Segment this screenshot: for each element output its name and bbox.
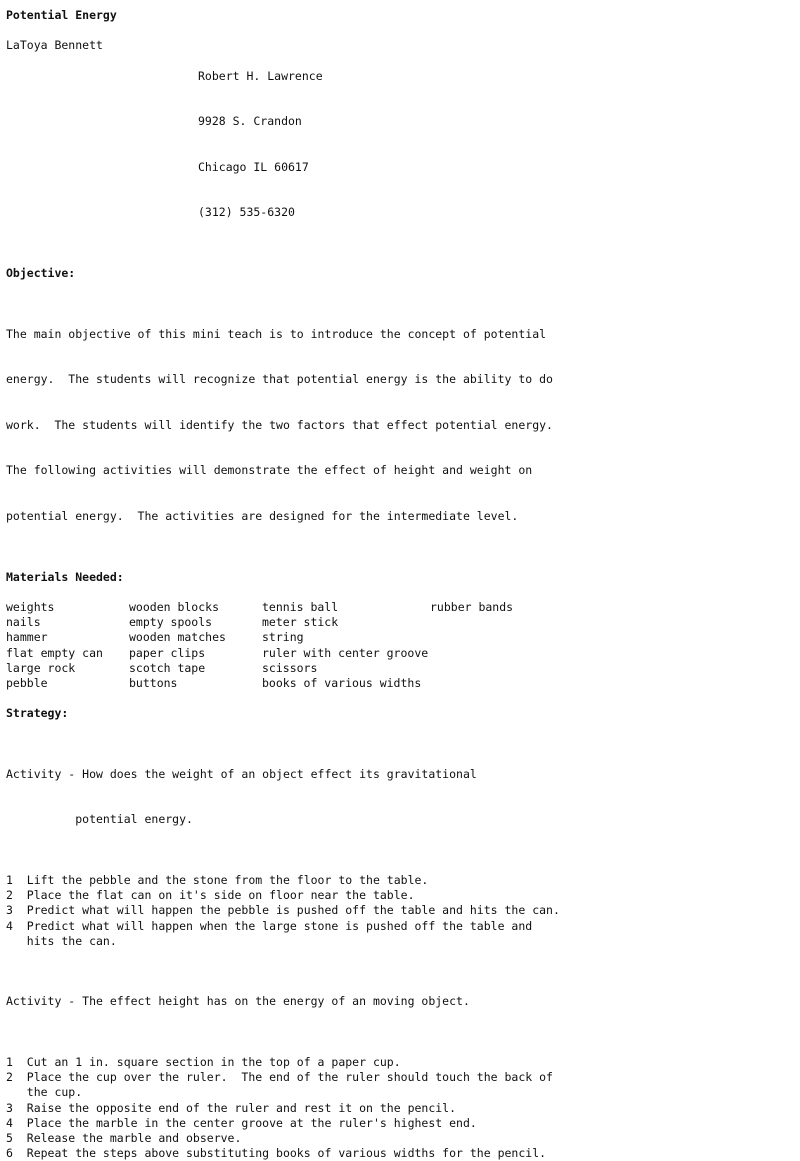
activity-step: 4 Predict what will happen when the large stone is pushed off the table and [6,918,533,933]
activity-step: 3 Predict what will happen the pebble is pushed off the table and hits the can. [6,903,560,918]
objective-line: energy. The students will recognize that potential energy is the ability to do [6,372,553,387]
materials-cell: books of various widths [262,675,422,690]
materials-cell: scotch tape [129,660,206,675]
materials-cell: paper clips [129,645,206,660]
activity-1-steps [6,873,794,949]
spacer [6,251,794,266]
activity-title-line: potential energy. [6,812,193,827]
activity-step: hits the can. [6,933,117,948]
materials-cell: flat empty can [6,645,103,660]
spacer [6,23,794,38]
address-line: 9928 S. Crandon [198,114,302,129]
materials-cell: ruler with center groove [262,645,429,660]
activity-2-steps [6,1055,794,1161]
materials-cell: hammer [6,630,48,645]
address-lines [198,38,323,251]
materials-grid [6,600,794,691]
materials-cell [430,630,794,645]
materials-cell: pebble [6,675,48,690]
materials-cell: nails [6,615,41,630]
materials-cell: buttons [129,675,178,690]
materials-heading: Materials Needed: [6,569,124,584]
spacer [6,858,794,873]
materials-cell: wooden matches [129,630,226,645]
objective-paragraph [6,296,794,554]
materials-cell: meter stick [262,615,339,630]
document-body [6,8,794,1161]
activity-1-title [6,736,794,858]
materials-cell [430,646,794,661]
spacer [6,721,794,736]
materials-cell: rubber bands [430,599,514,614]
materials-cell: weights [6,599,55,614]
strategy-heading: Strategy: [6,706,69,721]
materials-cell [430,676,794,691]
spacer [6,949,794,964]
objective-line: work. The students will identify the two factors that effect potential energy. [6,417,553,432]
objective-line: The main objective of this mini teach is to introduce the concept of potential [6,326,547,341]
activity-step: 3 Raise the opposite end of the ruler and rest it on the pencil. [6,1100,457,1115]
materials-cell [430,661,794,676]
activity-title-line: Activity - The effect height has on the energy of an moving object. [6,994,470,1009]
materials-cell [430,615,794,630]
address-line: Chicago IL 60617 [198,159,309,174]
activity-step: 6 Repeat the steps above substituting books of various widths for the pencil. [6,1146,547,1161]
activity-step: 4 Place the marble in the center groove at the ruler's highest end. [6,1115,477,1130]
document-title: Potential Energy [6,8,117,22]
activity-step: 5 Release the marble and observe. [6,1131,242,1145]
spacer [6,585,794,600]
objective-line: potential energy. The activities are designed for the intermediate level. [6,509,519,524]
materials-cell: scissors [262,660,318,675]
materials-cell: empty spools [129,615,213,630]
author-name: LaToya Bennett [6,38,103,53]
spacer [6,1040,794,1055]
activity-step: 2 Place the flat can on it's side on floor near the table. [6,888,415,903]
materials-cell: string [262,630,304,645]
spacer [6,281,794,296]
activity-2-title [6,964,794,1040]
objective-heading: Objective: [6,266,76,281]
activity-step: 1 Cut an 1 in. square section in the top of a paper cup. [6,1054,401,1069]
materials-cell: tennis ball [262,599,339,614]
objective-line: The following activities will demonstrate the effect of height and weight on [6,463,533,478]
activity-step: the cup. [6,1085,83,1100]
activity-step: 2 Place the cup over the ruler. The end of the ruler should touch the back of [6,1070,553,1085]
activity-step: 1 Lift the pebble and the stone from the floor to the table. [6,872,429,887]
activity-title-line: Activity - How does the weight of an object effect its gravitational [6,766,477,781]
materials-cell: large rock [6,660,76,675]
address-line: Robert H. Lawrence [198,68,323,83]
address-line: (312) 535-6320 [198,205,295,220]
materials-cell: wooden blocks [129,599,220,614]
spacer [6,691,794,706]
spacer [6,555,794,570]
author-address-block [6,38,794,251]
